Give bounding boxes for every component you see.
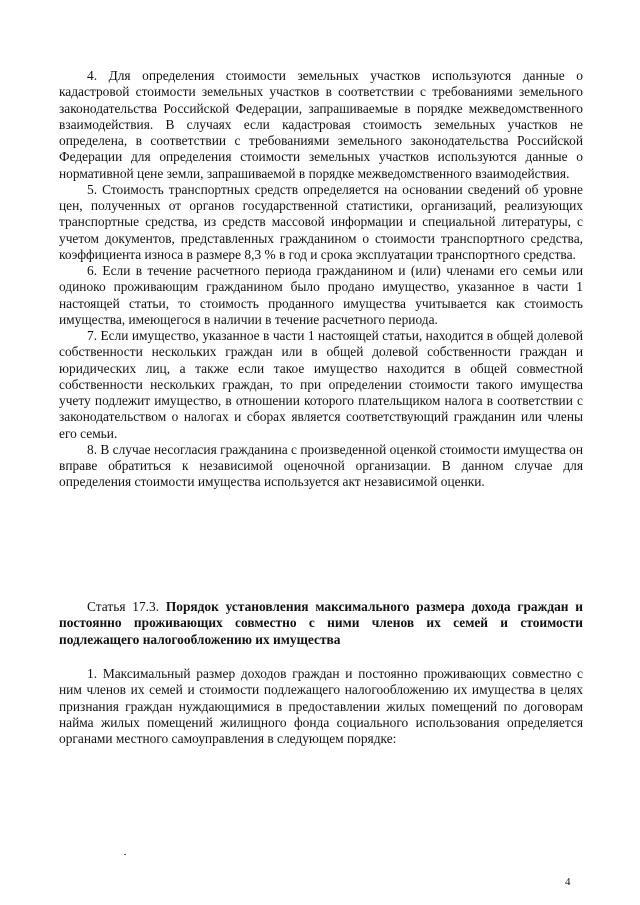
paragraph-6: 6. Если в течение расчетного периода гражданином и (или) членами его семьи или одиноко проживающим гражданином было продано имущество, указанное в части 1 настоящей статьи, то стоимость проданного имущества учитывается как стоимость имущества, имеющегося в наличии в течение расчетного периода.	[59, 263, 583, 327]
article-paragraph-1: 1. Максимальный размер доходов граждан и постоянно проживающих совместно с ним членов их семей и стоимости подлежащего налогообложению их имущества в целях признания граждан нуждающимися в предоставлении жилых помещений по договорам найма жилых помещений жилищного фонда социального использования определяется органами местного самоуправления в следующем порядке:	[59, 666, 583, 746]
page-number: 4	[565, 876, 571, 888]
article-body	[59, 666, 583, 747]
paragraph-8: 8. В случае несогласия гражданина с произведенной оценкой стоимости имущества он вправе обратиться к независимой оценочной организации. В данном случае для определения стоимости имущества используется акт независимой оценки.	[59, 441, 583, 490]
paragraph-4: 4. Для определения стоимости земельных участков используются данные о кадастровой стоимости земельных участков в соответствии с требованиями земельного законодательства Российской Федерации, запрашиваемые в порядке межведомственного взаимодействия. В случаях если кадастровая стоимость земельных участков не определена, в соответствии с требованиями земельного законодательства Российской Федерации для определения стоимости земельных участков используются данные о нормативной цене земли, запрашиваемой в порядке межведомственного взаимодействия.	[59, 68, 583, 181]
scan-speck	[124, 854, 126, 855]
paragraphs-block	[59, 68, 583, 491]
article-heading	[59, 599, 583, 648]
article-number: Статья 17.3.	[87, 599, 160, 614]
article-title: Порядок установления максимального размера дохода граждан и постоянно проживающих совместно с ними членов их семей и стоимости подлежащего налогообложению их имущества	[59, 599, 583, 647]
paragraph-5: 5. Стоимость транспортных средств определяется на основании сведений об уровне цен, полученных от органов государственной статистики, организаций, реализующих транспортные средства, из средств массовой информации и специальной литературы, с учетом документов, представленных гражданином о стоимости транспортного средства, коэффициента износа в размере 8,3 % в год и срока эксплуатации транспортного средства.	[59, 181, 583, 262]
paragraph-7: 7. Если имущество, указанное в части 1 настоящей статьи, находится в общей долевой собственности нескольких граждан или в общей долевой собственности граждан и юридических лиц, а также если такое имущество находится в общей совместной собственности нескольких граждан, то при определении стоимости такого имущества учету подлежит имущество, в отношении которого плательщиком налога в соответствии с законодательством о налогах и сборах является соответствующий гражданин или члены его семьи.	[59, 328, 583, 441]
